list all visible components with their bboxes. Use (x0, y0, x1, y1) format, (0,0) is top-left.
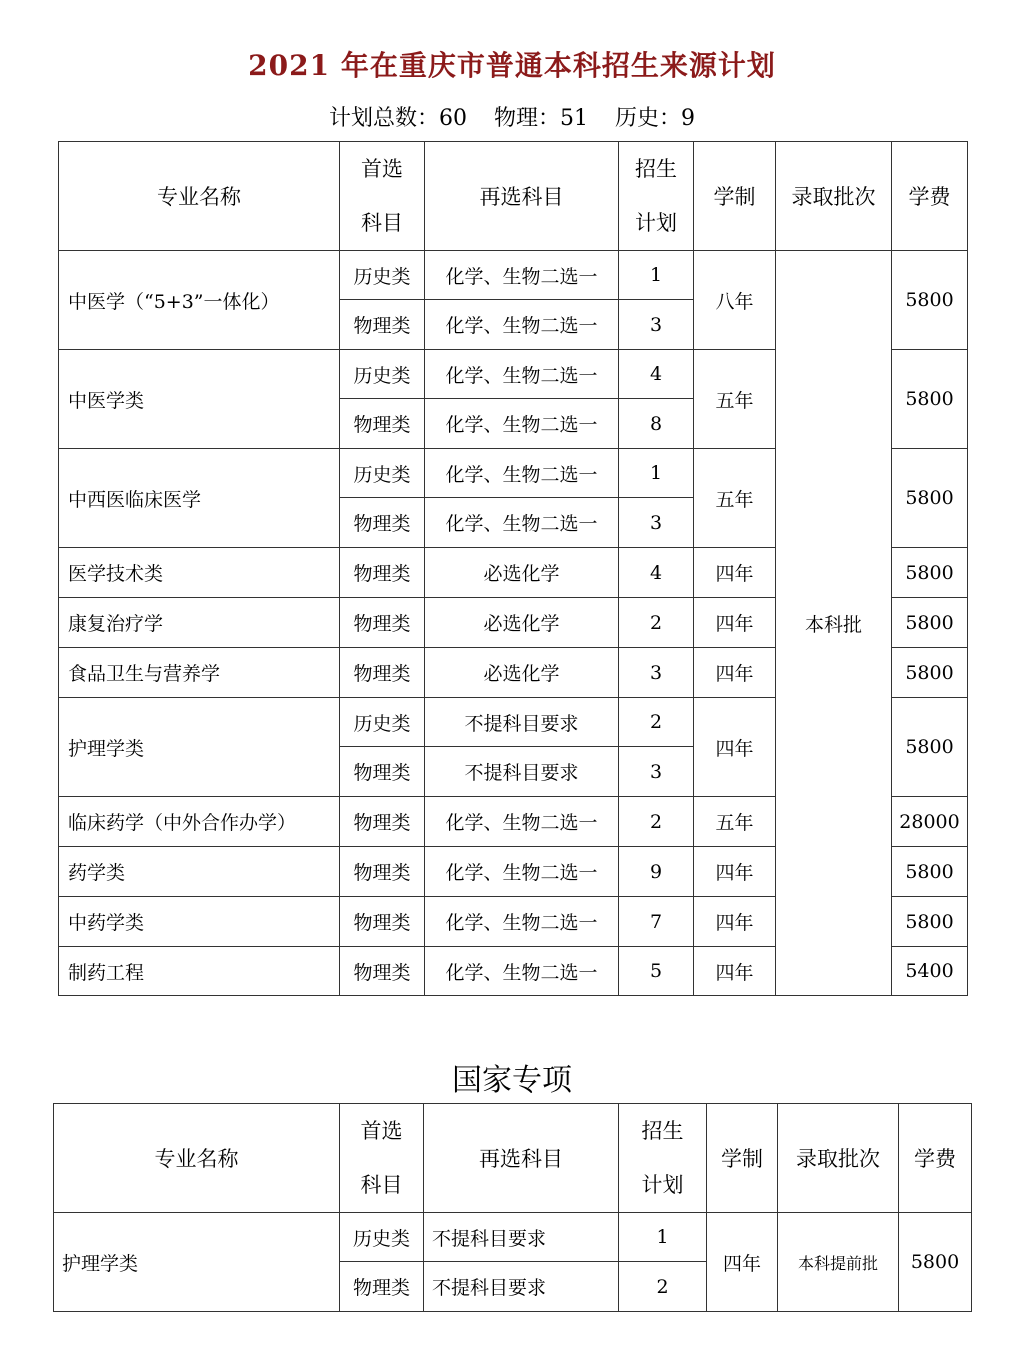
first-subject-cell: 历史类 (340, 350, 425, 399)
major-cell: 中医学（“5+3”一体化） (59, 251, 340, 350)
second-subject-cell: 化学、生物二选一 (425, 897, 619, 947)
plan-cell: 3 (619, 498, 694, 548)
header-batch: 录取批次 (778, 1104, 899, 1213)
plan-cell: 2 (619, 598, 694, 648)
duration-cell: 四年 (694, 698, 776, 797)
summary-total: 计划总数：60 (329, 106, 467, 131)
second-subject-cell: 化学、生物二选一 (425, 847, 619, 897)
duration-cell: 四年 (694, 847, 776, 897)
first-subject-cell: 物理类 (340, 847, 425, 897)
second-subject-cell: 化学、生物二选一 (425, 399, 619, 449)
second-subject-cell: 化学、生物二选一 (425, 498, 619, 548)
duration-cell: 四年 (707, 1213, 778, 1312)
first-subject-cell: 物理类 (340, 747, 425, 797)
second-subject-cell: 化学、生物二选一 (425, 251, 619, 300)
first-subject-cell: 物理类 (340, 648, 425, 698)
first-subject-cell: 物理类 (340, 797, 425, 847)
fee-cell: 5800 (892, 698, 968, 797)
enrollment-plan-table (58, 141, 968, 996)
duration-cell: 五年 (694, 350, 776, 449)
major-cell: 中医学类 (59, 350, 340, 449)
table-header-row (54, 1104, 972, 1213)
major-cell: 临床药学（中外合作办学） (59, 797, 340, 847)
second-subject-cell: 化学、生物二选一 (425, 449, 619, 498)
header-second-subject: 再选科目 (424, 1104, 619, 1213)
fee-cell: 5800 (892, 251, 968, 350)
batch-cell: 本科批 (776, 251, 892, 996)
plan-cell: 1 (619, 449, 694, 498)
plan-cell: 1 (619, 1213, 707, 1262)
duration-cell: 四年 (694, 548, 776, 598)
second-subject-cell: 化学、生物二选一 (425, 797, 619, 847)
first-subject-cell: 物理类 (340, 300, 425, 350)
header-fee: 学费 (899, 1104, 972, 1213)
second-subject-cell: 必选化学 (425, 598, 619, 648)
plan-cell: 2 (619, 698, 694, 747)
duration-cell: 五年 (694, 449, 776, 548)
fee-cell: 5800 (899, 1213, 972, 1312)
fee-cell: 5800 (892, 847, 968, 897)
major-cell: 护理学类 (54, 1213, 340, 1312)
plan-cell: 8 (619, 399, 694, 449)
table-header-row (59, 142, 968, 251)
fee-cell: 5800 (892, 897, 968, 947)
section-title-national-special: 国家专项 (452, 1063, 572, 1098)
duration-cell: 四年 (694, 598, 776, 648)
second-subject-cell: 不提科目要求 (425, 698, 619, 747)
duration-cell: 四年 (694, 947, 776, 996)
first-subject-cell: 历史类 (340, 251, 425, 300)
header-second-subject: 再选科目 (425, 142, 619, 251)
major-cell: 中西医临床医学 (59, 449, 340, 548)
summary-physics: 物理：51 (494, 106, 588, 131)
fee-cell: 5800 (892, 598, 968, 648)
plan-cell: 3 (619, 648, 694, 698)
plan-cell: 3 (619, 747, 694, 797)
plan-cell: 2 (619, 1262, 707, 1312)
major-cell: 康复治疗学 (59, 598, 340, 648)
first-subject-cell: 物理类 (340, 498, 425, 548)
header-duration: 学制 (694, 142, 776, 251)
header-batch: 录取批次 (776, 142, 892, 251)
plan-cell: 9 (619, 847, 694, 897)
fee-cell: 28000 (892, 797, 968, 847)
major-cell: 药学类 (59, 847, 340, 897)
duration-cell: 四年 (694, 897, 776, 947)
fee-cell: 5800 (892, 449, 968, 548)
duration-cell: 八年 (694, 251, 776, 350)
second-subject-cell: 不提科目要求 (424, 1262, 619, 1312)
duration-cell: 四年 (694, 648, 776, 698)
table-row (59, 251, 968, 300)
batch-cell: 本科提前批 (778, 1213, 899, 1312)
plan-cell: 1 (619, 251, 694, 300)
header-first-subject: 首选 科目 (340, 1104, 424, 1213)
first-subject-cell: 物理类 (340, 897, 425, 947)
summary-history: 历史：9 (615, 106, 695, 131)
first-subject-cell: 物理类 (340, 548, 425, 598)
header-major: 专业名称 (54, 1104, 340, 1213)
header-fee: 学费 (892, 142, 968, 251)
plan-cell: 7 (619, 897, 694, 947)
national-special-plan-table (53, 1103, 972, 1312)
second-subject-cell: 不提科目要求 (425, 747, 619, 797)
header-major: 专业名称 (59, 142, 340, 251)
first-subject-cell: 历史类 (340, 1213, 424, 1262)
plan-cell: 5 (619, 947, 694, 996)
plan-cell: 3 (619, 300, 694, 350)
major-cell: 食品卫生与营养学 (59, 648, 340, 698)
page-title: 2021 年在重庆市普通本科招生来源计划 (248, 49, 776, 82)
major-cell: 医学技术类 (59, 548, 340, 598)
major-cell: 中药学类 (59, 897, 340, 947)
header-plan: 招生 计划 (619, 142, 694, 251)
second-subject-cell: 化学、生物二选一 (425, 300, 619, 350)
header-plan: 招生 计划 (619, 1104, 707, 1213)
fee-cell: 5800 (892, 648, 968, 698)
first-subject-cell: 历史类 (340, 449, 425, 498)
second-subject-cell: 不提科目要求 (424, 1213, 619, 1262)
header-duration: 学制 (707, 1104, 778, 1213)
first-subject-cell: 历史类 (340, 698, 425, 747)
duration-cell: 五年 (694, 797, 776, 847)
fee-cell: 5800 (892, 350, 968, 449)
second-subject-cell: 化学、生物二选一 (425, 350, 619, 399)
first-subject-cell: 物理类 (340, 598, 425, 648)
plan-cell: 2 (619, 797, 694, 847)
second-subject-cell: 必选化学 (425, 648, 619, 698)
plan-cell: 4 (619, 548, 694, 598)
first-subject-cell: 物理类 (340, 1262, 424, 1312)
plan-cell: 4 (619, 350, 694, 399)
fee-cell: 5400 (892, 947, 968, 996)
header-first-subject: 首选 科目 (340, 142, 425, 251)
fee-cell: 5800 (892, 548, 968, 598)
major-cell: 制药工程 (59, 947, 340, 996)
first-subject-cell: 物理类 (340, 399, 425, 449)
first-subject-cell: 物理类 (340, 947, 425, 996)
second-subject-cell: 必选化学 (425, 548, 619, 598)
table-row (54, 1213, 972, 1262)
plan-summary (0, 101, 1024, 132)
major-cell: 护理学类 (59, 698, 340, 797)
second-subject-cell: 化学、生物二选一 (425, 947, 619, 996)
